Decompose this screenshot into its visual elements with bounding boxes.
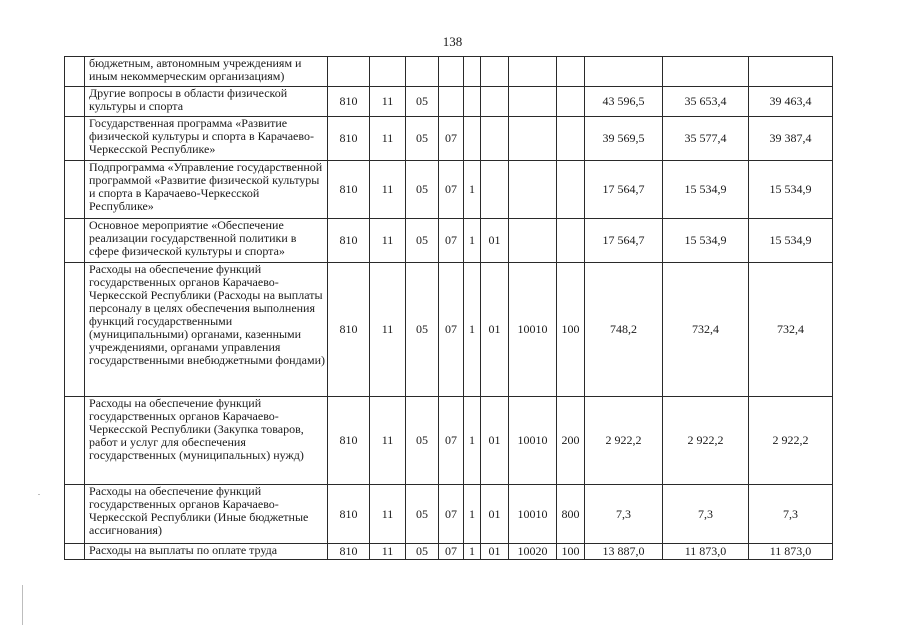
cell-measure: 01 [481,485,509,544]
cell-expense-type [557,87,585,117]
cell-subprogram: 1 [464,161,481,219]
cell-code [328,57,370,87]
cell-value-1: 7,3 [585,485,663,544]
table-row [65,219,833,263]
cell-code: 810 [328,117,370,161]
row-name: бюджетным, автономным учреждениям и иным некоммерческим организациям) [85,57,328,87]
cell-value-3: 15 534,9 [749,161,833,219]
cell-measure [481,117,509,161]
cell-section: 11 [370,544,406,560]
table-row [65,57,833,87]
cell-expense-type [557,117,585,161]
row-marker-cell [65,117,85,161]
table-row [65,87,833,117]
cell-section: 11 [370,397,406,485]
cell-subprogram [464,57,481,87]
cell-measure: 01 [481,544,509,560]
cell-subprogram [464,117,481,161]
table-row [65,544,833,560]
scan-mark [38,494,40,495]
cell-expense-type [557,57,585,87]
cell-program: 07 [439,263,464,397]
cell-value-3: 39 387,4 [749,117,833,161]
row-name: Расходы на обеспечение функций государственных органов Карачаево-Черкесской Республики (Расходы на выплаты персоналу в целях обеспечения выполнения функций государственными (муниципальными) органами, казенными учреждениями, органами управления государственными внебюджетными фондами) [85,263,328,397]
cell-program: 07 [439,485,464,544]
table-row [65,263,833,397]
cell-section: 11 [370,161,406,219]
cell-value-1: 43 596,5 [585,87,663,117]
row-marker-cell [65,219,85,263]
cell-code: 810 [328,485,370,544]
cell-section: 11 [370,263,406,397]
cell-program: 07 [439,161,464,219]
cell-value-1: 17 564,7 [585,161,663,219]
cell-section: 11 [370,87,406,117]
row-name: Расходы на выплаты по оплате труда [85,544,328,560]
row-name: Основное мероприятие «Обеспечение реализации государственной политики в сфере физической культуры и спорта» [85,219,328,263]
row-name: Другие вопросы в области физической культуры и спорта [85,87,328,117]
cell-code: 810 [328,161,370,219]
cell-section [370,57,406,87]
cell-subsection: 05 [406,397,439,485]
cell-value-3 [749,57,833,87]
cell-measure: 01 [481,219,509,263]
cell-section: 11 [370,485,406,544]
cell-subsection: 05 [406,263,439,397]
cell-value-3: 7,3 [749,485,833,544]
row-marker-cell [65,263,85,397]
table-row [65,485,833,544]
cell-measure [481,161,509,219]
page-number: 138 [442,34,463,49]
cell-code: 810 [328,219,370,263]
cell-direction: 10010 [509,397,557,485]
cell-subsection: 05 [406,544,439,560]
table-row [65,117,833,161]
cell-subprogram: 1 [464,397,481,485]
cell-direction [509,219,557,263]
cell-program: 07 [439,117,464,161]
cell-value-1: 39 569,5 [585,117,663,161]
cell-value-3: 732,4 [749,263,833,397]
cell-value-3: 11 873,0 [749,544,833,560]
cell-direction [509,117,557,161]
cell-expense-type: 800 [557,485,585,544]
cell-code: 810 [328,87,370,117]
row-marker-cell [65,485,85,544]
cell-subsection [406,57,439,87]
cell-expense-type: 100 [557,263,585,397]
cell-section: 11 [370,219,406,263]
cell-value-2: 35 653,4 [663,87,749,117]
cell-subsection: 05 [406,87,439,117]
row-marker-cell [65,161,85,219]
row-marker-cell [65,544,85,560]
cell-program [439,87,464,117]
cell-direction: 10010 [509,263,557,397]
row-name: Подпрограмма «Управление государственной программой «Развитие физической культуры и спорта в Карачаево-Черкесской Республике» [85,161,328,219]
cell-expense-type [557,161,585,219]
cell-direction [509,161,557,219]
table-row [65,397,833,485]
cell-value-1: 17 564,7 [585,219,663,263]
cell-value-1: 13 887,0 [585,544,663,560]
cell-value-2: 35 577,4 [663,117,749,161]
cell-value-2: 7,3 [663,485,749,544]
cell-subsection: 05 [406,219,439,263]
cell-measure [481,57,509,87]
cell-direction [509,87,557,117]
row-name: Расходы на обеспечение функций государственных органов Карачаево-Черкесской Республики (Закупка товаров, работ и услуг для обеспечения государственных (муниципальных) нужд) [85,397,328,485]
row-name: Расходы на обеспечение функций государственных органов Карачаево-Черкесской Республики (Иные бюджетные ассигнования) [85,485,328,544]
row-marker-cell [65,87,85,117]
cell-value-2: 2 922,2 [663,397,749,485]
cell-subprogram: 1 [464,544,481,560]
cell-value-2: 15 534,9 [663,219,749,263]
cell-code: 810 [328,544,370,560]
cell-value-1: 2 922,2 [585,397,663,485]
cell-code: 810 [328,263,370,397]
cell-value-3: 2 922,2 [749,397,833,485]
cell-direction [509,57,557,87]
cell-program: 07 [439,219,464,263]
cell-subprogram: 1 [464,263,481,397]
cell-value-2: 11 873,0 [663,544,749,560]
cell-direction: 10010 [509,485,557,544]
cell-measure [481,87,509,117]
cell-program: 07 [439,397,464,485]
cell-expense-type: 100 [557,544,585,560]
budget-table [64,56,833,560]
cell-value-3: 15 534,9 [749,219,833,263]
cell-subsection: 05 [406,161,439,219]
cell-subprogram: 1 [464,485,481,544]
row-marker-cell [65,397,85,485]
cell-value-1: 748,2 [585,263,663,397]
cell-subsection: 05 [406,485,439,544]
cell-direction: 10020 [509,544,557,560]
cell-program [439,57,464,87]
scan-mark [22,585,23,625]
cell-program: 07 [439,544,464,560]
row-marker-cell [65,57,85,87]
cell-value-2: 15 534,9 [663,161,749,219]
cell-code: 810 [328,397,370,485]
cell-measure: 01 [481,397,509,485]
cell-section: 11 [370,117,406,161]
cell-expense-type: 200 [557,397,585,485]
cell-expense-type [557,219,585,263]
cell-value-2 [663,57,749,87]
table-row [65,161,833,219]
cell-subsection: 05 [406,117,439,161]
cell-value-3: 39 463,4 [749,87,833,117]
cell-value-1 [585,57,663,87]
row-name: Государственная программа «Развитие физической культуры и спорта в Карачаево-Черкесской Республике» [85,117,328,161]
cell-measure: 01 [481,263,509,397]
cell-subprogram [464,87,481,117]
cell-value-2: 732,4 [663,263,749,397]
cell-subprogram: 1 [464,219,481,263]
